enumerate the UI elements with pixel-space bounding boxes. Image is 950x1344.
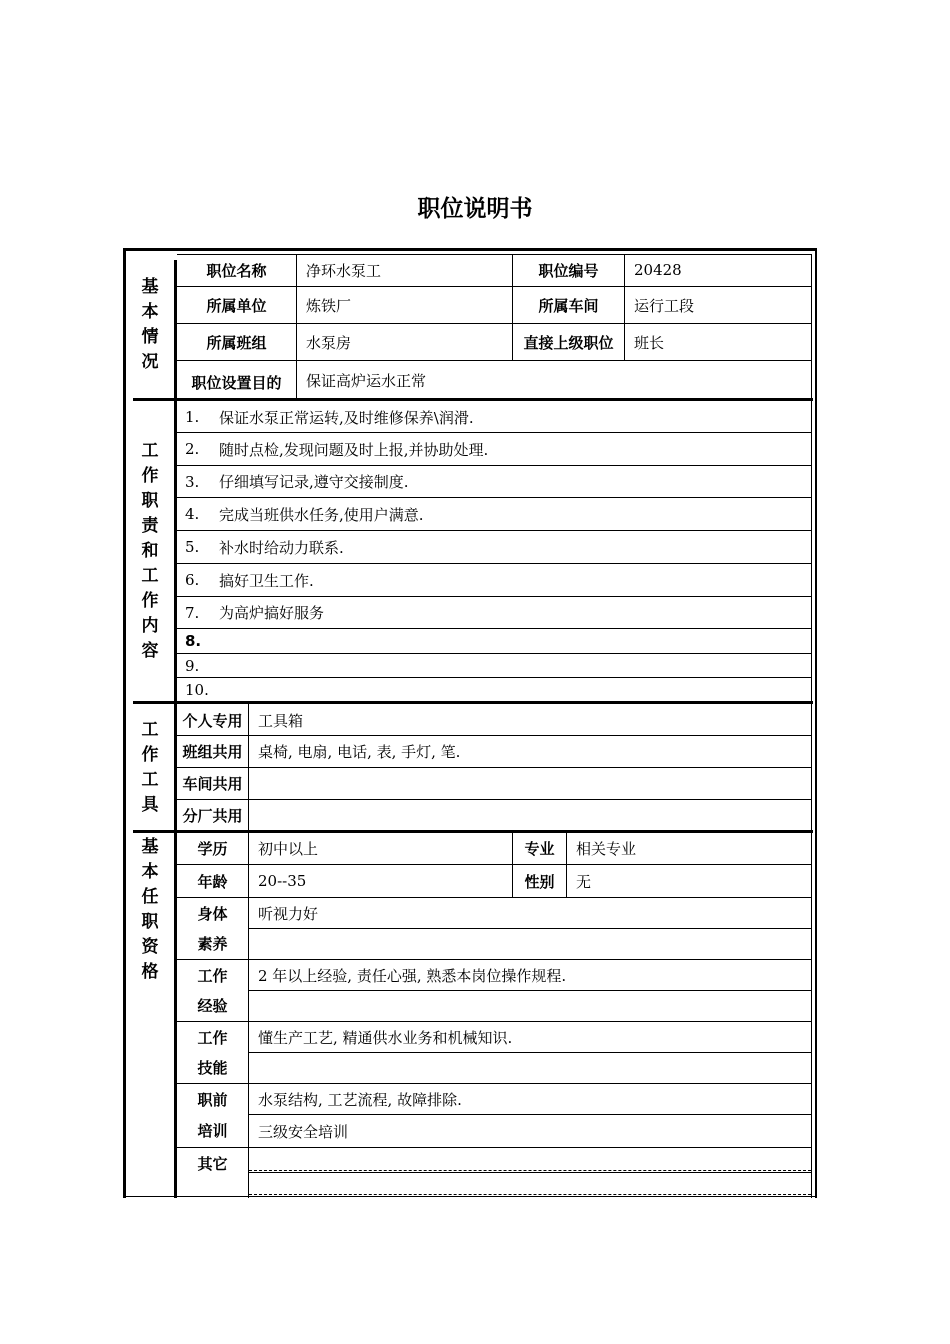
workshop-value: 运行工段 — [634, 296, 695, 315]
health-label-line2: 素养 — [197, 934, 228, 953]
duty-item-number: 1. — [185, 408, 200, 426]
section-divider — [133, 701, 813, 704]
position-code-label: 职位编号 — [538, 261, 599, 280]
divider — [126, 1196, 815, 1197]
other-label: 其它 — [197, 1154, 228, 1173]
duty-item-text: 完成当班供水任务,使用户满意. — [219, 505, 424, 524]
duty-item — [177, 402, 811, 432]
position-code-value: 20428 — [634, 261, 682, 279]
skill-label-line1: 工作 — [197, 1028, 228, 1047]
age-label: 年龄 — [197, 872, 228, 891]
duty-item — [177, 564, 811, 596]
gender-value: 无 — [576, 872, 592, 891]
health-value: 听视力好 — [258, 904, 319, 923]
duty-item-number: 5. — [185, 538, 200, 556]
tool-category-label: 个人专用 — [182, 711, 243, 730]
section-qualifications-label: 基 本 任 职 资 格 — [141, 837, 159, 982]
dashed-rule — [249, 928, 811, 929]
position-name-value: 净环水泵工 — [306, 261, 382, 280]
unit-value: 炼铁厂 — [306, 296, 352, 315]
duty-item — [177, 498, 811, 530]
duty-item-text: 仔细填写记录,遵守交接制度. — [219, 473, 409, 491]
duty-item — [177, 433, 811, 465]
purpose-label: 职位设置目的 — [191, 374, 282, 392]
purpose-value: 保证高炉运水正常 — [306, 372, 427, 390]
duty-item-text: 保证水泵正常运转,及时维修保养\润滑. — [219, 408, 474, 427]
superior-label: 直接上级职位 — [523, 333, 614, 352]
gender-label: 性别 — [524, 872, 555, 891]
dashed-rule — [249, 990, 811, 991]
duty-item-text: 为高炉搞好服务 — [219, 604, 325, 622]
section-divider — [133, 398, 813, 401]
health-label-line1: 身体 — [197, 904, 228, 923]
duty-item-text: 随时点检,发现问题及时上报,并协助处理. — [219, 440, 489, 459]
divider — [811, 254, 812, 398]
tool-category-label: 分厂共用 — [182, 807, 243, 825]
age-value: 20--35 — [258, 872, 307, 890]
experience-value: 2 年以上经验, 责任心强, 熟悉本岗位操作规程. — [258, 966, 567, 985]
page-title: 职位说明书 — [417, 196, 533, 222]
tool-category-label: 班组共用 — [182, 743, 243, 761]
duty-item-number: 4. — [185, 505, 200, 523]
divider — [177, 1147, 812, 1148]
position-name-label: 职位名称 — [206, 261, 267, 280]
tool-category-value: 桌椅, 电扇, 电话, 表, 手灯, 笔. — [258, 743, 461, 761]
tool-category-label: 车间共用 — [182, 775, 243, 793]
dashed-rule — [249, 1194, 811, 1195]
tool-category-value — [249, 800, 811, 831]
duty-item — [177, 531, 811, 563]
major-value: 相关专业 — [576, 840, 637, 858]
training-label-line1: 职前 — [197, 1090, 228, 1109]
section-duties-label: 工 作 职 责 和 工 作 内 容 — [141, 441, 159, 661]
training-value-2: 三级安全培训 — [258, 1122, 349, 1141]
duty-item-number: 10. — [185, 681, 209, 699]
experience-label-line2: 经验 — [197, 996, 228, 1015]
tool-category-value: 工具箱 — [258, 711, 304, 730]
section-basic-label: 基 本 情 况 — [141, 276, 159, 372]
superior-value: 班长 — [634, 333, 665, 352]
duty-item-number: 9. — [185, 656, 200, 675]
duty-item-number: 6. — [185, 571, 200, 589]
duty-item-number: 2. — [185, 440, 200, 458]
workshop-label: 所属车间 — [538, 296, 599, 315]
team-value: 水泵房 — [306, 333, 352, 352]
duty-item — [177, 597, 811, 628]
dashed-rule — [249, 1170, 811, 1171]
divider — [249, 1172, 811, 1173]
duty-item — [177, 466, 811, 497]
dashed-rule — [249, 1052, 811, 1053]
duty-item-number: 3. — [185, 472, 200, 491]
team-label: 所属班组 — [206, 333, 267, 352]
duty-item — [177, 654, 811, 677]
training-value-1: 水泵结构, 工艺流程, 故障排除. — [258, 1090, 462, 1109]
duty-item-number: 7. — [185, 603, 200, 622]
duty-item-text: 搞好卫生工作. — [219, 571, 314, 590]
duty-item-number: 8. — [185, 632, 202, 650]
duty-item — [177, 678, 811, 702]
skill-value: 懂生产工艺, 精通供水业务和机械知识. — [258, 1028, 513, 1047]
duty-item — [177, 629, 811, 653]
training-label-line2: 培训 — [197, 1121, 228, 1140]
divider — [811, 401, 812, 702]
education-value: 初中以上 — [258, 840, 319, 858]
education-label: 学历 — [197, 840, 228, 858]
tool-category-value — [249, 768, 811, 799]
duty-item-text: 补水时给动力联系. — [219, 538, 344, 557]
skill-label-line2: 技能 — [197, 1058, 228, 1077]
divider — [811, 833, 812, 1198]
unit-label: 所属单位 — [206, 296, 267, 315]
experience-label-line1: 工作 — [197, 966, 228, 985]
major-label: 专业 — [524, 840, 555, 858]
section-tools-label: 工 作 工 具 — [141, 719, 159, 815]
